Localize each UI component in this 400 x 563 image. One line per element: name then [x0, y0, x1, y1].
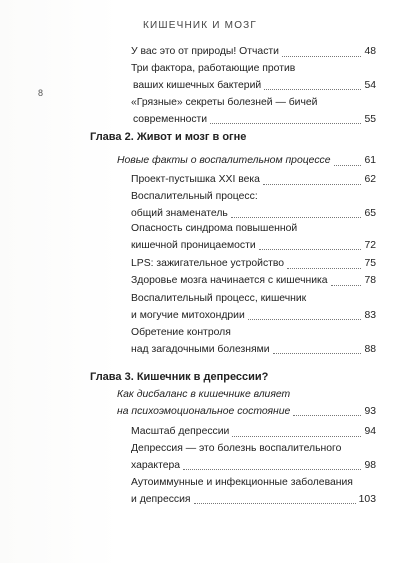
toc-section-heading[interactable] [117, 153, 376, 170]
running-head: КИШЕЧНИК И МОЗГ [142, 20, 258, 31]
toc-entry[interactable] [131, 441, 376, 474]
toc-entry-text: Депрессия — это болезнь воспалительного [131, 443, 342, 454]
toc-entry-text: над загадочными болезнями [131, 343, 270, 355]
toc-section-heading[interactable] [117, 387, 376, 420]
toc-section-title: Новые факты о воспалительном процессе [117, 155, 331, 166]
toc-entry[interactable] [131, 424, 376, 441]
toc-entry-page: 75 [364, 258, 376, 269]
leader-dots [331, 284, 362, 286]
toc-entry-text: характера [131, 459, 181, 471]
toc-entry[interactable] [131, 256, 376, 273]
leader-dots [210, 122, 361, 124]
toc-entry-text: LPS: зажигательное устройство [131, 258, 285, 269]
toc-entry-text: Три фактора, работающие против [131, 63, 296, 74]
page-number: 8 [38, 88, 44, 98]
toc-entry-text: Воспалительный процесс: [131, 191, 258, 202]
toc-entry-page: 48 [364, 46, 376, 57]
leader-dots [183, 468, 361, 470]
toc-entry-text: современности [133, 113, 208, 125]
toc-entry-text: Масштаб депрессии [131, 426, 230, 437]
leader-dots [264, 88, 361, 90]
toc-entry[interactable] [131, 172, 376, 189]
leader-dots [231, 216, 362, 218]
toc-entry-page: 55 [364, 113, 376, 125]
toc-entry[interactable] [131, 61, 376, 94]
toc-entry[interactable] [131, 291, 376, 324]
toc-entry-text: Обретение контроля [131, 327, 231, 338]
toc-entry-text: общий знаменатель [131, 207, 228, 219]
toc-entry[interactable] [131, 44, 376, 61]
toc-chapter-title: Глава 3. Кишечник в депрессии? [90, 371, 269, 383]
toc-entry-text: кишечной проницаемости [131, 239, 256, 251]
toc-section-title: на психоэмоциональное состояние [117, 405, 291, 417]
toc-chapter-heading[interactable] [90, 369, 376, 386]
toc-entry-text: Опасность синдрома повышенной [131, 223, 298, 234]
toc-entry-page: 83 [364, 309, 376, 321]
toc-entry-text: и депрессия [131, 493, 191, 505]
toc-entry-page: 54 [364, 79, 376, 91]
toc-entry-text: Здоровье мозга начинается с кишечника [131, 275, 328, 286]
toc-entry-page: 72 [364, 239, 376, 251]
toc-entry-page: 65 [364, 207, 376, 219]
toc-entry-text: Аутоиммунные и инфекционные заболевания [131, 477, 353, 488]
toc-entry-text: У вас это от природы! Отчасти [131, 46, 279, 57]
toc-section-title: Как дисбаланс в кишечнике влияет [117, 389, 291, 400]
leader-dots [232, 435, 361, 437]
leader-dots [273, 352, 362, 354]
leader-dots [282, 55, 361, 57]
toc-entry[interactable] [131, 273, 376, 290]
leader-dots [259, 248, 362, 250]
toc-entry[interactable] [131, 95, 376, 128]
toc-chapter-heading[interactable] [90, 129, 376, 146]
toc-entry-page: 62 [364, 174, 376, 185]
toc-entry-page: 93 [364, 405, 376, 417]
toc-entry[interactable] [131, 325, 376, 358]
toc-entry-text: Проект-пустышка XXI века [131, 174, 260, 185]
leader-dots [293, 414, 361, 416]
leader-dots [263, 183, 361, 185]
toc-entry-text: и могучие митохондрии [131, 309, 245, 321]
toc-entry-page: 78 [364, 275, 376, 286]
toc-entry-page: 61 [364, 155, 376, 166]
toc-entry-page: 94 [364, 426, 376, 437]
toc-entry-page: 88 [364, 343, 376, 355]
leader-dots [287, 267, 361, 269]
toc-entry[interactable] [131, 475, 376, 508]
leader-dots [194, 502, 356, 504]
toc-entry-text: «Грязные» секреты болезней — бичей [131, 97, 318, 108]
toc-entry-page: 98 [364, 459, 376, 471]
toc-entry[interactable] [131, 221, 376, 254]
toc-entry-text: ваших кишечных бактерий [133, 79, 262, 91]
toc-entry-page: 103 [358, 493, 376, 505]
toc-chapter-title: Глава 2. Живот и мозг в огне [90, 131, 247, 143]
leader-dots [334, 164, 362, 166]
toc-entry-text: Воспалительный процесс, кишечник [131, 293, 307, 304]
toc-entry[interactable] [131, 189, 376, 222]
leader-dots [248, 318, 362, 320]
